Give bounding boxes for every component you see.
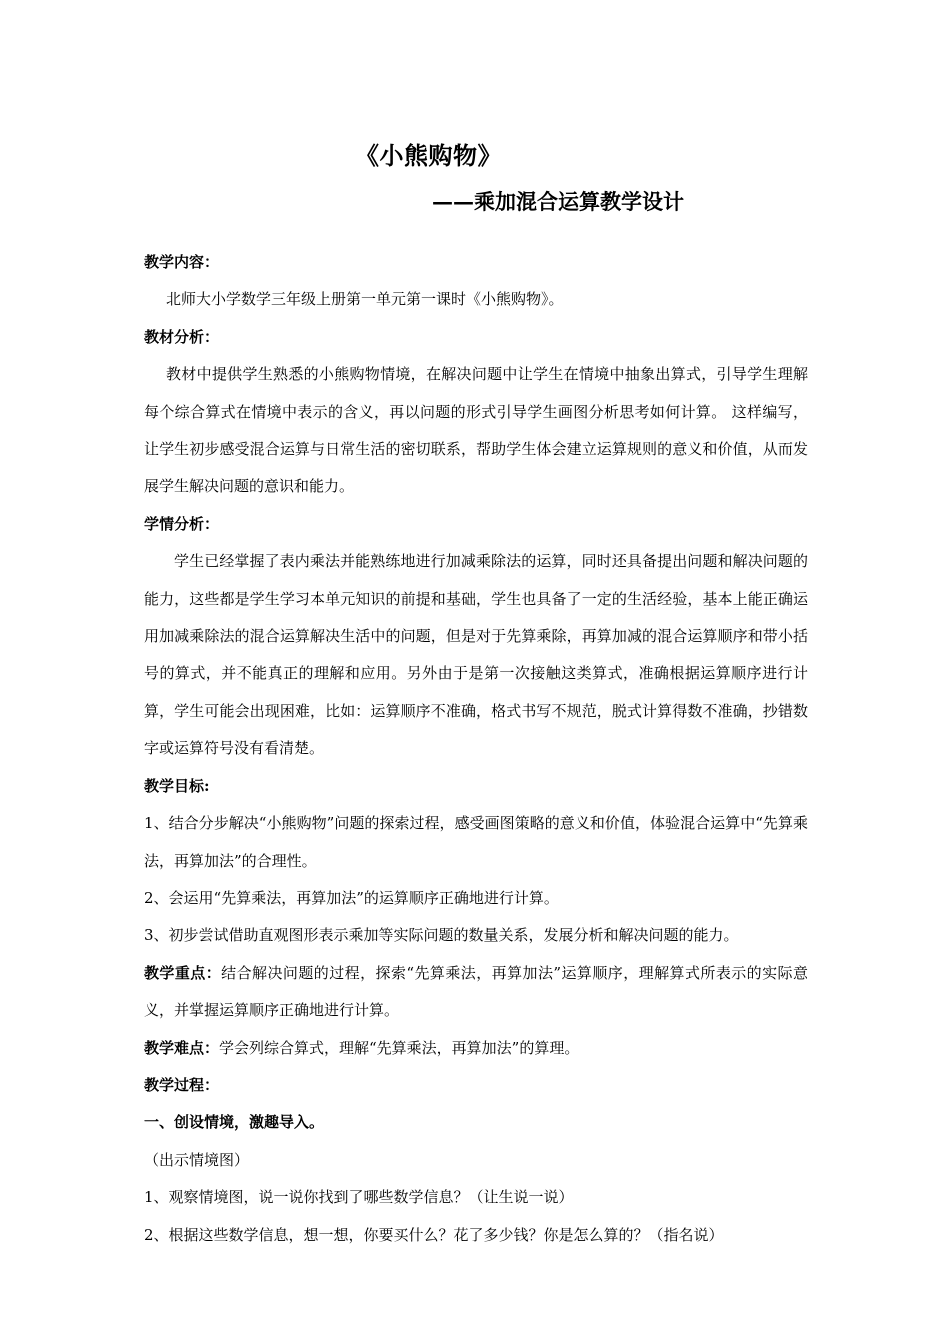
step-1-note: （出示情境图） [144,1150,250,1169]
heading-student-analysis: 学情分析： [144,514,220,533]
paragraph-teaching-content: 北师大小学数学三年级上册第一单元第一课时《小熊购物》。 [166,290,564,309]
heading-teaching-content: 教学内容： [144,253,220,271]
goal-item-2: 2、会运用“先算乘法，再算加法”的运算顺序正确地进行计算。 [144,888,559,907]
key-point [144,955,808,1030]
paragraph-student-analysis: 学生已经掌握了表内乘法并能熟练地进行加减乘除法的运算，同时还具备提出问题和解决问题的能力，这些都是学生学习本单元知识的前提和基础，学生也具备了一定的生活经验，基本上能正确运用加减乘除法的混合运算解决生活中的问题，但是对于先算乘除，再算加减的混合运算顺序和带小括号的算式，并不能真正的理解和应用。另外由于是第一次接触这类算式，准确根据运算顺序进行计算，学生可能会出现困难，比如：运算顺序不准确，格式书写不规范，脱式计算得数不准确，抄错数字或运算符号没有看清楚。 [144,552,808,758]
document-title: 《小熊购物》 [355,141,502,170]
step-1-question-1: 1、观察情境图，说一说你找到了哪些数学信息？（让生说一说） [144,1188,574,1207]
goal-item-3: 3、初步尝试借助直观图形表示乘加等实际问题的数量关系，发展分析和解决问题的能力。 [144,926,739,945]
paragraph-material-analysis: 教材中提供学生熟悉的小熊购物情境，在解决问题中让学生在情境中抽象出算式，引导学生理解每个综合算式在情境中表示的含义，再以问题的形式引导学生画图分析思考如何计算。 这样编写，让学生初步感受混合运算与日常生活的密切联系，帮助学生体会建立运算规则的意义和价值，从而发展学生解决问题的意识和能力。 [144,365,808,496]
heading-teaching-goals: 教学目标: [144,776,210,795]
document-subtitle: ——乘加混合运算教学设计 [432,189,684,214]
difficulty-point-label: 教学难点： [144,1038,220,1057]
difficulty-point [144,1030,808,1067]
heading-material-analysis: 教材分析： [144,327,220,346]
heading-step-1: 一、创设情境，激趣导入。 [144,1113,325,1132]
key-point-label: 教学重点： [144,963,222,982]
key-point-text: 结合解决问题的过程，探索“先算乘法，再算加法”运算顺序，理解算式所表示的实际意义，并掌握运算顺序正确地进行计算。 [144,963,808,1020]
step-1-question-2: 2、根据这些数学信息，想一想，你要买什么？花了多少钱？你是怎么算的？（指名说） [144,1225,724,1244]
goal-item-1: 1、结合分步解决“小熊购物”问题的探索过程，感受画图策略的意义和价值，体验混合运算中“先算乘法，再算加法”的合理性。 [144,814,808,870]
document-body [144,244,808,1254]
difficulty-point-text: 学会列综合算式，理解“先算乘法，再算加法”的算理。 [219,1038,580,1057]
heading-teaching-process: 教学过程： [144,1075,220,1094]
